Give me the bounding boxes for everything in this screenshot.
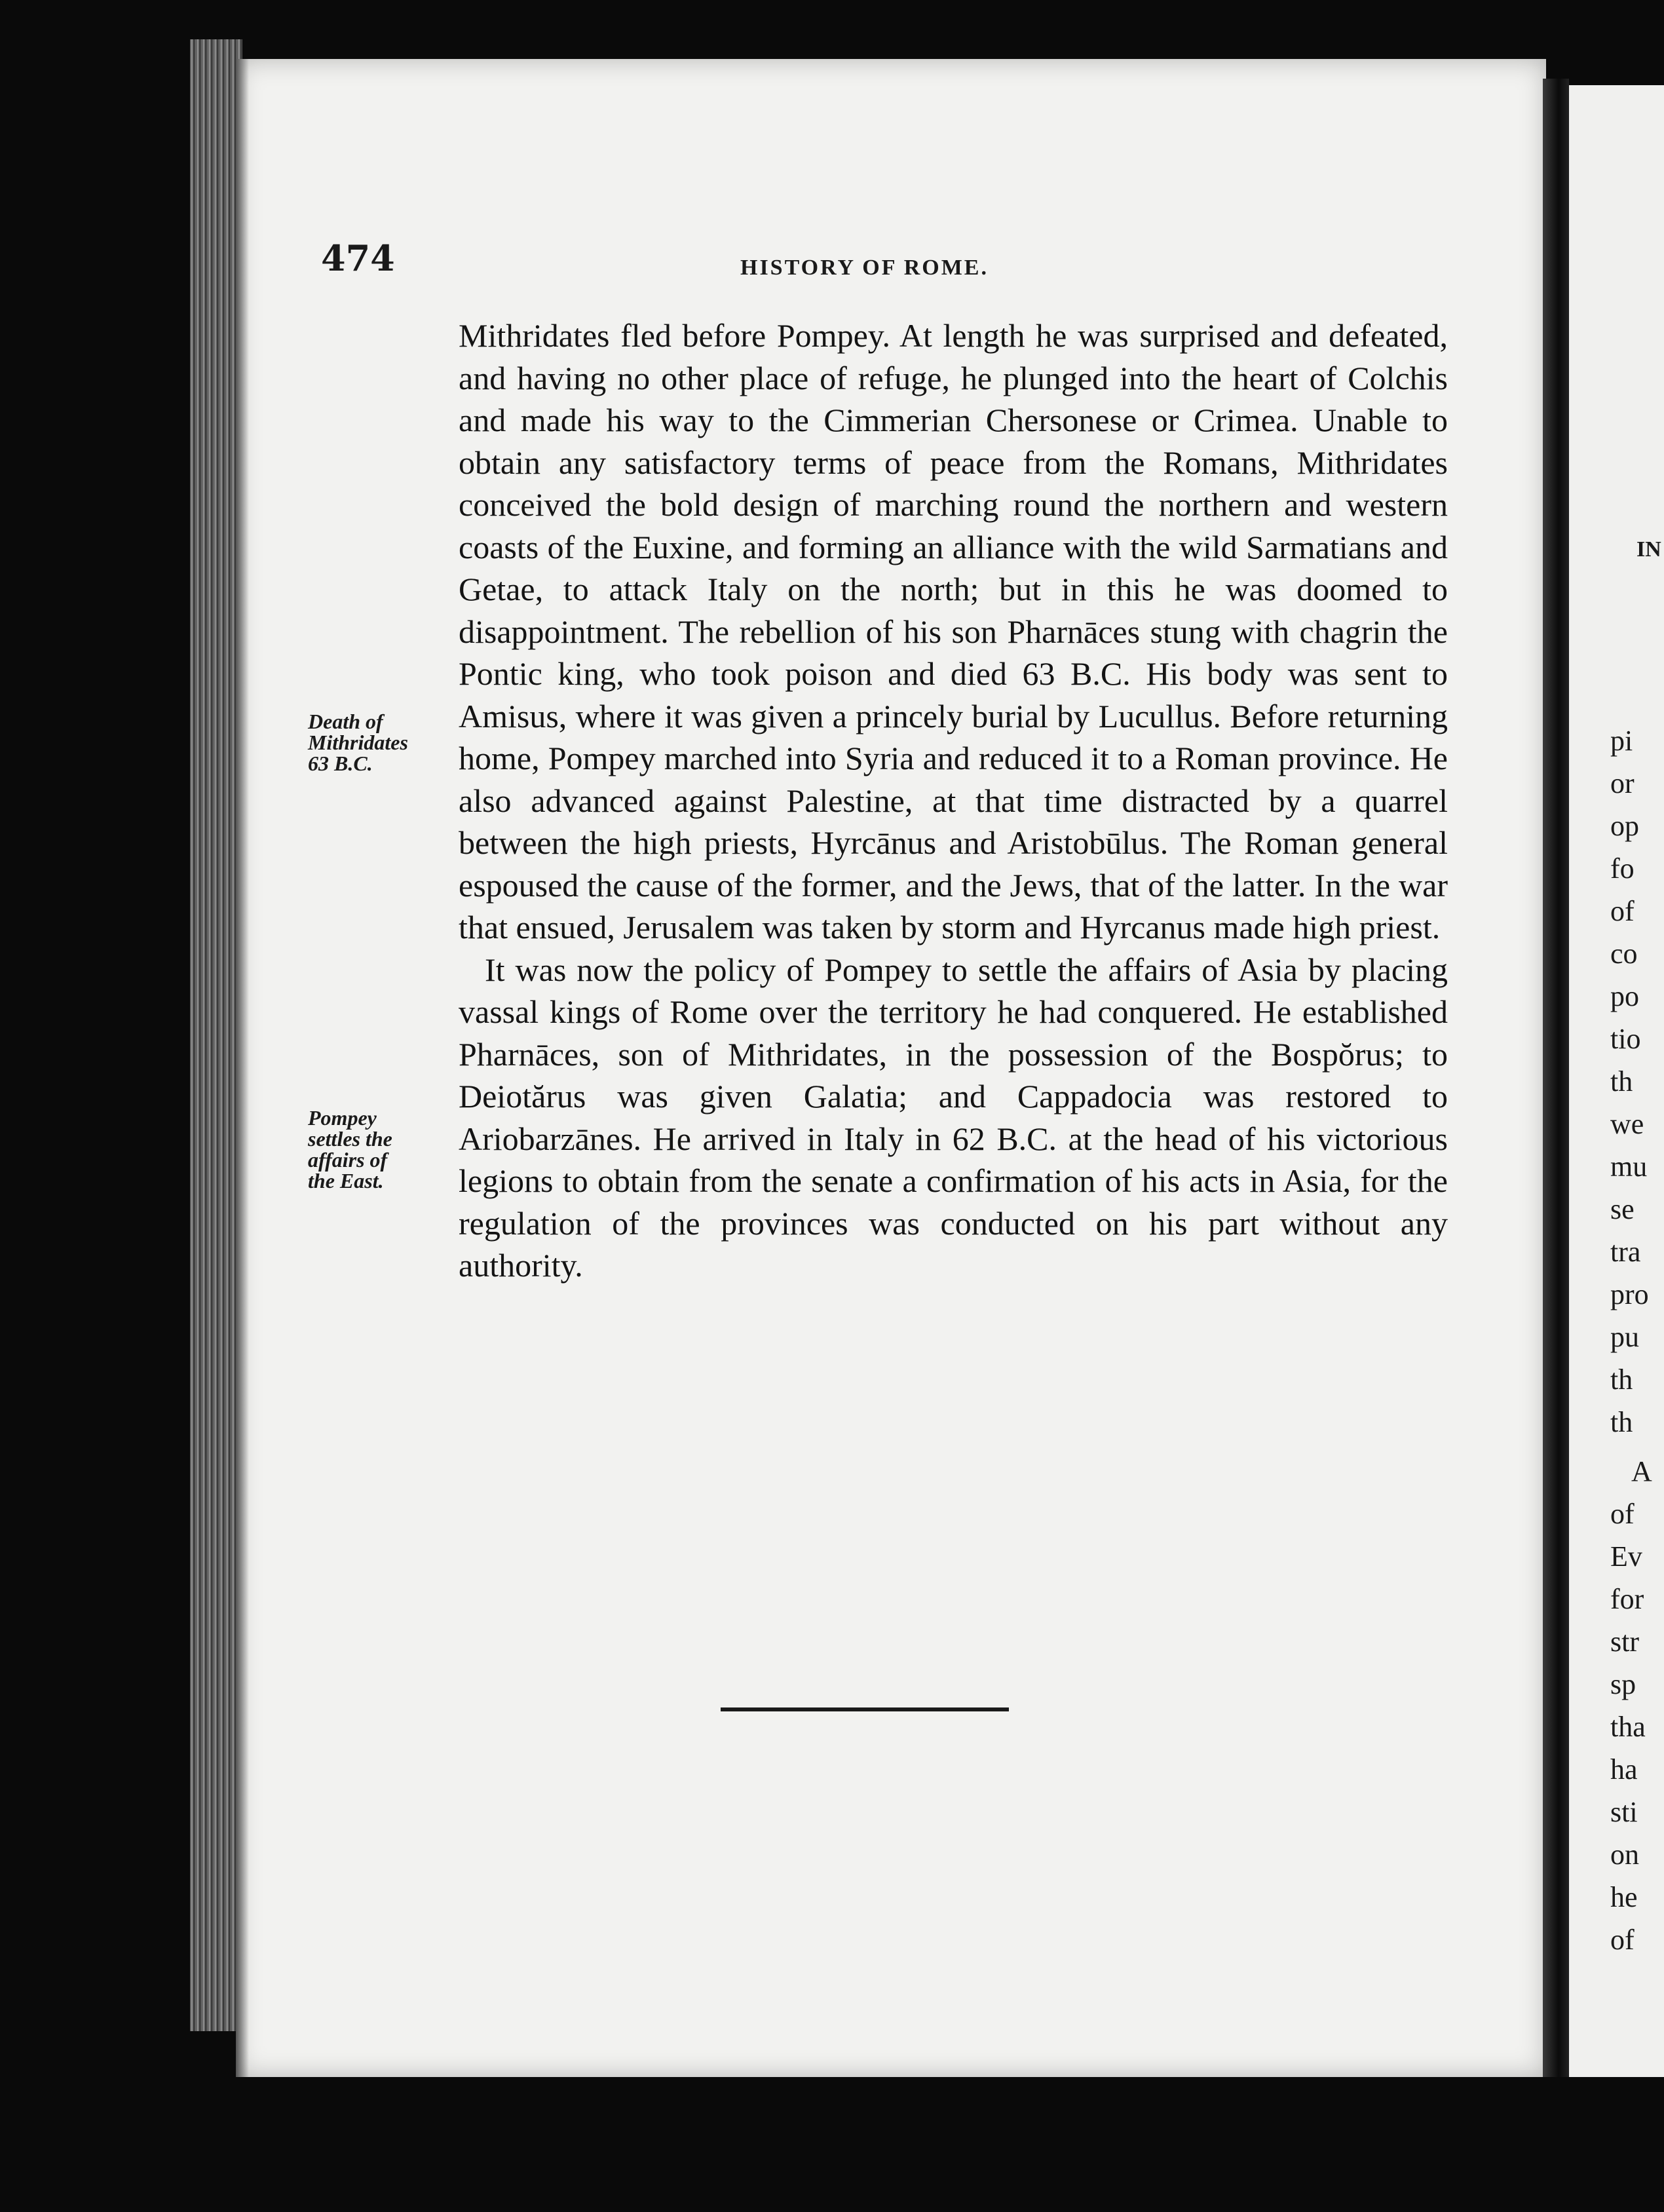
body-text bbox=[459, 315, 1448, 1287]
right-page-line-fragment: sp bbox=[1610, 1668, 1636, 1700]
right-page-line-fragment: Ev bbox=[1610, 1540, 1642, 1573]
right-page-line-fragment: he bbox=[1610, 1881, 1638, 1913]
paragraph: Mithridates fled before Pompey. At length he was surprised and defeated, and having no other place of refuge, he plunged into the heart of Colchis and made his way to the Cimmerian Chersonese or Crimea. Unable to obtain any satisfactory terms of peace from the Romans, Mithridates conceived the bold design of marching round the northern and western coasts of the Euxine, and forming an alliance with the wild Sarmatians and Getae, to attack Italy on the north; but in this he was doomed to disappointment. The rebellion of his son Pharnāces stung with chagrin the Pontic king, who took poison and died 63 B.C. His body was sent to Amisus, where it was given a princely burial by Lucullus. Before returning home, Pompey marched into Syria and reduced it to a Roman province. He also advanced against Palestine, at that time distracted by a quarrel between the high priests, Hyrcānus and Aristobūlus. The Roman general espoused the cause of the former, and the Jews, that of the latter. In the war that ensued, Jerusalem was taken by storm and Hyrcanus made high priest. bbox=[459, 317, 1448, 945]
paragraph: It was now the policy of Pompey to settle the affairs of Asia by placing vassal kings of Rome over the territory he had conquered. He established Pharnāces, son of Mithridates, in the possession of the Bospŏrus; to Deiotărus was given Galatia; and Cappadocia was restored to Ariobarzānes. He arrived in Italy in 62 B.C. at the head of his victorious legions to obtain from the senate a confirmation of his acts in Asia, for the regulation of the provinces was conducted on his part without any authority. bbox=[459, 951, 1448, 1284]
right-page-line-fragment: tio bbox=[1610, 1023, 1641, 1055]
page-edges bbox=[190, 39, 242, 2031]
right-page-line-fragment: or bbox=[1610, 767, 1635, 799]
right-page-line-fragment: tha bbox=[1610, 1711, 1646, 1743]
right-page-line-fragment: str bbox=[1610, 1626, 1639, 1658]
page-number: 474 bbox=[321, 237, 395, 279]
right-page-line-fragment: pi bbox=[1610, 725, 1633, 757]
right-page-line-fragment: th bbox=[1610, 1406, 1633, 1438]
right-page-line-fragment: ha bbox=[1610, 1753, 1638, 1785]
right-page-line-fragment: pu bbox=[1610, 1321, 1639, 1353]
right-page-line-fragment: op bbox=[1610, 810, 1639, 842]
right-page-line-fragment: th bbox=[1610, 1065, 1633, 1097]
right-page-line-fragment: th bbox=[1610, 1363, 1633, 1396]
right-page-line-fragment: sti bbox=[1610, 1796, 1638, 1828]
right-page-line-fragment: tra bbox=[1610, 1236, 1641, 1268]
right-page-line-fragment: mu bbox=[1610, 1151, 1648, 1183]
right-page-line-fragment: A bbox=[1631, 1455, 1652, 1487]
right-page-line-fragment: of bbox=[1610, 1498, 1635, 1530]
right-page-line-fragment: of bbox=[1610, 895, 1635, 927]
right-page-line-fragment: we bbox=[1610, 1108, 1644, 1140]
sidenote-pompey-settles-east: Pompey settles the affairs of the East. bbox=[308, 1106, 392, 1192]
right-page-line-fragment: on bbox=[1610, 1839, 1639, 1871]
right-page-line-fragment: of bbox=[1610, 1924, 1635, 1956]
right-page-line-fragment: co bbox=[1610, 938, 1638, 970]
right-page-line-fragment: fo bbox=[1610, 852, 1635, 885]
sidenote-death-of-mithridates: Death of Mithridates 63 B.C. bbox=[308, 710, 408, 775]
right-page-line-fragment: pro bbox=[1610, 1278, 1649, 1310]
right-page-line-fragment: se bbox=[1610, 1193, 1635, 1225]
right-page-heading: IN bbox=[1636, 537, 1661, 562]
book-gutter bbox=[1543, 79, 1569, 2077]
end-rule bbox=[721, 1707, 1009, 1711]
running-head: HISTORY OF ROME. bbox=[740, 256, 989, 280]
right-page-line-fragment: po bbox=[1610, 980, 1639, 1012]
right-page-line-fragment: for bbox=[1610, 1583, 1644, 1615]
